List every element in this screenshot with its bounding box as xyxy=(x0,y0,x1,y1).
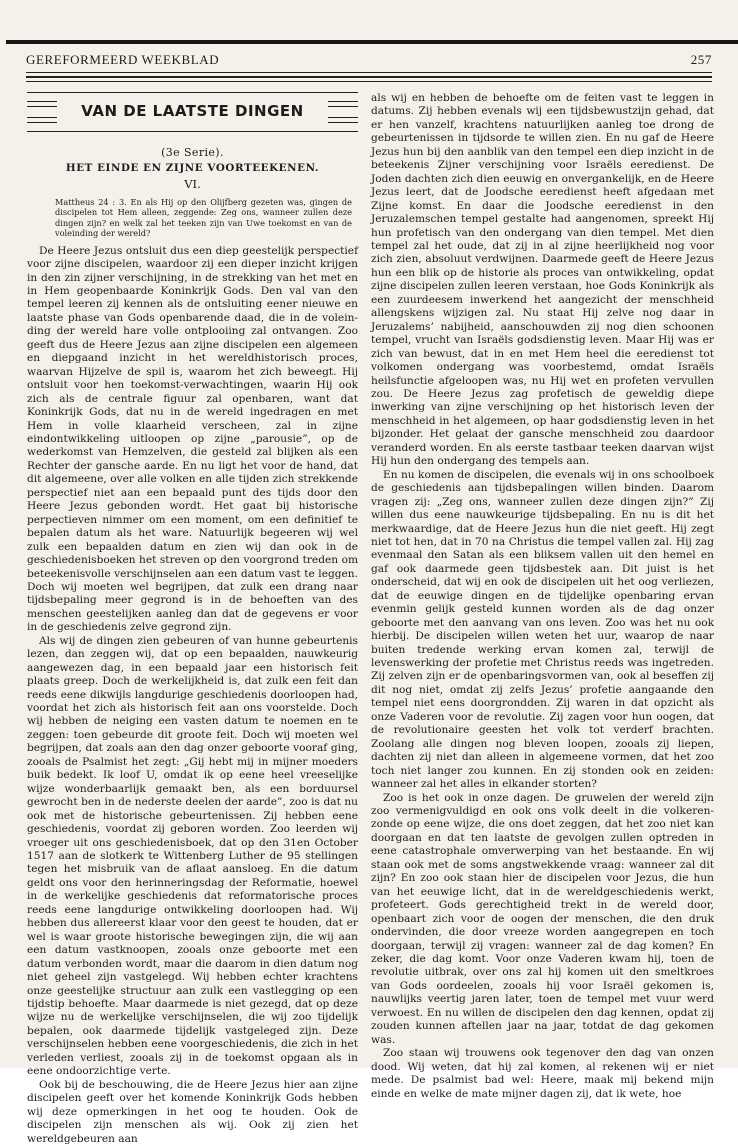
title-rule xyxy=(27,122,57,123)
running-header xyxy=(26,52,712,74)
title-rule xyxy=(27,92,358,93)
part-number: VI. xyxy=(184,177,201,191)
body-paragraph: De Heere Jezus ontsluit dus een diep geestelijk perspectief voor zijne discipelen, waardoor zij een dieper inzicht krijgen in den zin zijner verschijning, in de strekking van het met en in Hem geopenbaarde Koninkrijk Gods. Den val van den tempel leeren zij kennen als de ontsluiting eener nieuwe en laatste phase van Gods openbarende daad, die in de voleinding der wereld hare volle ontplooiing zal ontvangen. Zoo geeft dus de Heere Jezus aan zijne discipelen een algemeen en diepgaand inzicht in het wereldhistorisch proces, waarvan Hijzelve de spil is, waarom het zich beweegt. Hij ontsluit voor hen toekomst-verwachtingen, waarin Hij ook zich als de centrale figuur zal openbaren, want dat Koninkrijk Gods, dat nu in de wereld ingedragen en met Hem in volle klaarheid verscheen, zal in zijne eindontwikkeling uitloopen op zijne „parousie”, op de wederkomst van Hemzelven, die gesteld zal blijken als een Rechter der gansche aarde. En nu ligt het voor de hand, dat dit algemeene, over alle volken en alle tijden zich strekkende perspectief niet aan een bepaald punt des tijds door den Heere Jezus gebonden wordt. Het gaat bij historische perpectieven nimmer om een moment, om een definitief te bepalen datum als het ware. Natuurlijk begeeren wij wel zulk een bepaalden datum en zien wij dan ook in de geschiedenisboeken het streven op den voorgrond treden om beteekenisvolle verschijnselen aan een datum vast te leggen. Doch wij moeten wel begrijpen, dat zulk een drang naar tijdsbepaling meer gegrond is in de behoeften van des menschen geestelijken aanleg dan dat de gegevens er voor in de geschiedenis zelve gegrond zijn. xyxy=(27,244,358,634)
body-paragraph: Als wij de dingen zien gebeuren of van hunne gebeurtenis lezen, dan zeggen wij, dat op een bepaalden, nauwkeurig aangewezen dag, in een bepaald jaar een historisch feit plaats greep. Doch de werkelijkheid is, dat zulk een feit dan reeds eene dikwijls langdurige geschiedenis doorloopen had, voordat het zich als historisch feit aan ons voorstelde. Doch wij hebben de neiging een vasten datum te noemen en te zeggen: toen gebeurde dit groote feit. Doch wij moeten wel begrijpen, dat zoals aan den dag onzer geboorte vooraf ging, zooals de Psalmist het zegt: „Gij hebt mij in mijner moeders buik bedekt. Ik loof U, omdat ik op eene heel vreeselijke wijze wonderbaarlijk gemaakt ben, als een borduursel gewrocht ben in de nederste deelen der aarde”, zoo is dat nu ook met de historische gebeurtenissen. Zij hebben eene geschiedenis, voordat zij geboren worden. Zoo leerden wij vroeger uit ons geschiedenisboek, dat op den 31en October 1517 aan de slotkerk te Wittenberg Luther de 95 stellingen tegen het misbruik van de aflaat aansloeg. En die datum geldt ons voor den herinneringsdag der Reformatie, hoewel in de werkelijke geschiedenis dat reformatorische proces reeds eene langdurige ontwikkeling doorloopen had. Wij hebben dus allereerst klaar voor den geest te houden, dat er wel is waar groote historische bewegingen zijn, die wij aan een datum vastknoopen, zooals onze geboorte met een datum verbonden wordt, maar die daarom in dien datum nog niet geheel zijn vastgelegd. Wij hebben echter krachtens onze geestelijke structuur aan zulk een vastlegging op een tijdstip behoefte. Maar daarmede is niet gezegd, dat op deze wijze nu de werkelijke verschijnselen, die wij zoo tijdelijk bepalen, ook daarmede tijdelijk vastgeleged zijn. Deze verschijnselen hebben eene voorgeschiedenis, die zich in het verleden verliest, zooals zij in de toekomst opgaan als in eene ondoorzichtige verte. xyxy=(27,634,358,1078)
header-rule xyxy=(26,76,712,78)
scripture-quote: Mattheus 24 : 3. En als Hij op den Olijfberg gezeten was, gingen de discipelen tot Hem alleen, zeggende: Zeg ons, wanneer zullen deze dingen zijn? en welk zal het teeken zijn van Uwe toekomst en van de voleinding der wereld? xyxy=(55,197,352,239)
right-column xyxy=(371,92,714,1101)
top-border-bar xyxy=(6,40,738,44)
article-subtitle: HET EINDE EN ZIJNE VOORTEEKENEN. xyxy=(65,162,320,174)
title-rule xyxy=(27,131,358,132)
header-rule xyxy=(26,72,712,73)
body-paragraph: Ook bij de beschouwing, die de Heere Jezus hier aan zijne discipelen geeft over het komende Koninkrijk Gods hebben wij deze opmerkingen in het oog te houden. Ook de discipelen zijn menschen als wij. Ook zij zien het wereldgebeuren aan xyxy=(27,1078,358,1145)
series-label: (3e Serie). xyxy=(161,146,224,159)
body-paragraph: Zoo staan wij trouwens ook tegenover den dag van onzen dood. Wij weten, dat hij zal komen, al rekenen wij er niet mede. De psalmist bad wel: Heere, maak mij bekend mijn einde en welke de mate mijner dagen zij, dat ik wete, hoe xyxy=(371,1047,714,1100)
header-rule xyxy=(26,81,712,82)
publication-name: GEREFORMEERD WEEKBLAD xyxy=(26,52,220,67)
left-column xyxy=(27,92,358,1146)
article-title: VAN DE LAATSTE DINGEN xyxy=(81,102,304,120)
article-title-box xyxy=(27,92,358,132)
page-number: 257 xyxy=(690,52,712,67)
title-rule xyxy=(328,122,358,123)
body-paragraph: Zoo is het ook in onze dagen. De gruwelen der wereld zijn zoo vermenigvuldigd en ook ons volk deelt in die volkeren-zonde op eene wijze, die ons doet zeggen, dat het zoo niet kan doorgaan en dat ten laatste de gevolgen zullen optreden in eene catastrophale omverwerping van het bestaande. En wij staan ook met de soms angstwekkende vraag: wanneer zal dit zijn? En zoo ook staan hier de discipelen voor Jezus, die hun van het eeuwige licht, dat in de wereldgeschiedenis werkt, profeteert. Gods gerechtigheid trekt in de wereld door, openbaart zich voor de oogen der menschen, die den druk ondervinden, die door vreeze worden aangegrepen en toch doorgaan, terwijl zij vragen: wanneer zal de dag komen? En zeker, die dag komt. Voor onze Vaderen kwam hij, toen de revolutie uitbrak, over ons zal hij komen uit den smeltkroes van Gods oordeelen, zooals hij voor Israël gekomen is, nauwlijks veertig jaren later, toen de tempel met vuur werd verwoest. En nu willen de discipelen den dag kennen, opdat zij zouden kunnen aftellen jaar na jaar, totdat de dag gekomen was. xyxy=(371,791,714,1046)
body-paragraph: als wij en hebben de behoefte om de feiten vast te leggen in datums. Zij hebben evenals wij een tijdsbewustzijn gehad, dat er hen vanzelf, krachtens natuurlijken aanleg toe drong de gebeurtenissen in tijdsorde te willen zien. En nu gaf de Heere Jezus hun bij den aanblik van den tempel een diep inzicht in de beteekenis Zijner verschijning voor Israëls eeredienst. De Joden dachten zich dien eeuwig en onvergankelijk, en de Heere Jezus leert, dat de Joodsche eeredienst heeft afgedaan met Zijne komst. En daar die Joodsche eeredienst in den Jeruzalemschen tempel gestalte had aangenomen, spreekt Hij hun profetisch van den ondergang van dien tempel. Met dien tempel zal het oude, dat zij in al zijne heerlijkheid nog voor zich zien, absoluut verdwijnen. Daarmede geeft de Heere Jezus hun een blik op de historie als proces van ontwikkeling, opdat zijne discipelen zullen leeren verstaan, hoe Gods Koninkrijk als een zuurdeesem inwerkend het aangezicht der menschheid allengskens wijzigen zal. Nu staat Hij zelve nog daar in Jeruzalems’ nabijheid, aanschouwden zij nog dien schoonen tempel, vrucht van Israëls godsdienstig leven. Maar Hij was er zich van bewust, dat in en met Hem heel die eeredienst tot volkomen ondergang was voorbestemd, omdat Israëls heilsfunctie afgeloopen was, nu Hij wet en profeten vervullen zou. De Heere Jezus zag profetisch de geweldig diepe inwerking van zijne verschijning op het historisch leven der menschheid in het algemeen, op haar godsdienstig leven in het bijzonder. Het gelaat der gansche menschheid zou daardoor veranderd worden. En als eerste tastbaar teeken daarvan wijst Hij hun den ondergang des tempels aan. xyxy=(371,92,714,468)
body-paragraph: En nu komen de discipelen, die evenals wij in ons schoolboek de geschiedenis aan tijdsbepalingen willen binden. Daarom vragen zij: „Zeg ons, wanneer zullen deze dingen zijn?” Zij willen dus eene nauwkeurige tijdsbepaling. En nu is dit het merkwaardige, dat de Heere Jezus hun die niet geeft. Hij zegt niet tot hen, dat in 70 na Christus die tempel vallen zal. Hij zag evenmaal den Satan als een bliksem vallen uit den hemel en gaf ook daarmede geen tijdsbestek aan. Dit juist is het onderscheid, dat wij en ook de discipelen uit het oog verliezen, dat de eeuwige dingen en de tijdelijke openbaring ervan evenmin gelijk gesteld kunnen worden als de dag onzer geboorte met den aanvang van ons leven. Zoo was het nu ook hierbij. De discipelen willen weten het uur, waarop de naar buiten tredende werking ervan komen zal, terwijl de levenswerking der profetie met Christus reeds was ingetreden. Zij zelven zijn er de openbaringsvormen van, ook al beseffen zij dit nog niet, omdat zij zelfs Jezus’ profetie aangaande den tempel niet eens doorgrondden. Zij waren in dat opzicht als onze Vaderen voor de revolutie. Zij zagen voor hun oogen, dat de revolutionaire geesten het volk tot verderf brachten. Zoolang alle dingen nog bleven loopen, zooals zij liepen, dachten zij niet dan alleen in algemeene vormen, dat het zoo toch niet langer zou kunnen. En zij stonden ook en zeiden: wanneer zal het alles in elkander storten? xyxy=(371,468,714,791)
